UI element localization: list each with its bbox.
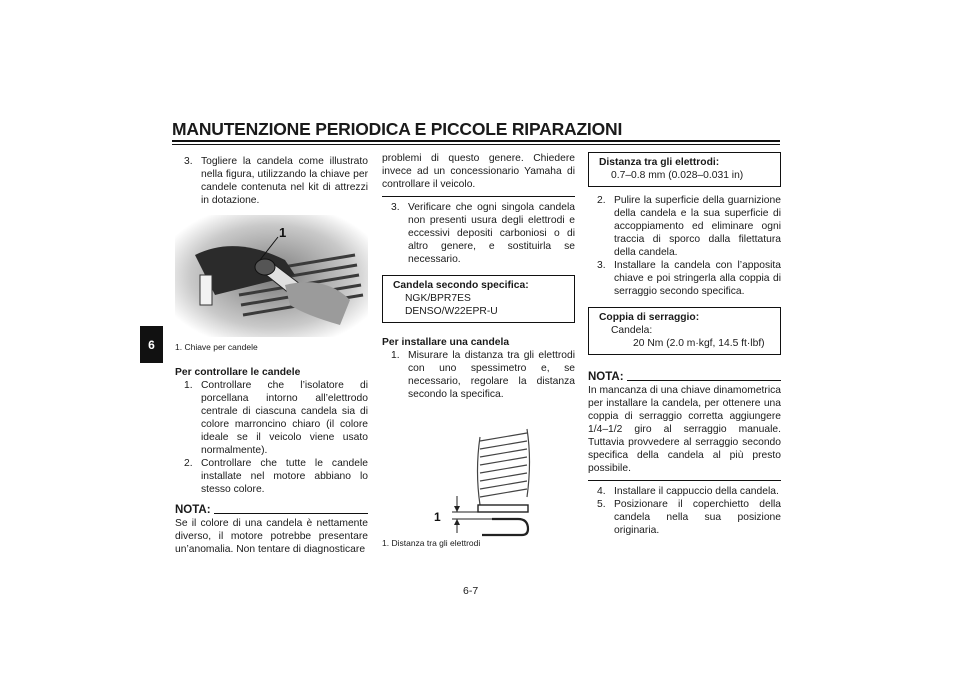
step-text: Verificare che ogni singola candela non presenti usura degli elettrodi e eccessivi depositi carboniosi o di altro genere, e sostituirla se necessario. <box>408 202 575 265</box>
step-check-color <box>175 379 368 457</box>
step-install-tighten <box>588 259 781 298</box>
check-heading: Per controllare le candele <box>175 367 301 378</box>
column-middle <box>382 152 575 550</box>
step-number: 1. <box>391 350 400 361</box>
nota-header <box>175 504 368 517</box>
header-rule-thin <box>172 144 780 145</box>
step-number: 2. <box>184 458 193 469</box>
step-number: 3. <box>391 202 400 213</box>
spec-label: Candela: <box>611 325 653 336</box>
diagram-caption: 1. Distanza tra gli elettrodi <box>382 538 481 548</box>
column-left <box>175 155 368 556</box>
nota-end-rule <box>382 196 575 197</box>
nota-text: In mancanza di una chiave dinamometrica per installare la candela, per ottenere una coppia di serraggio corretta aggiungere 1/4–1/2 giro al serraggio manuale. Tuttavia provvedere al serraggio secondo specifica della candela al più presto possibile. <box>588 385 781 474</box>
nota-label: NOTA: <box>175 504 211 516</box>
spark-plug-wrench-photo <box>175 215 368 337</box>
spec-value: 20 Nm (2.0 m·kgf, 14.5 ft·lbf) <box>633 338 765 349</box>
step-text: Controllare che l’isolatore di porcellana intorno all’elettrodo centrale di ciascuna candela sia di colore marroncino chiaro (il colore ideale se il veicolo viene usato normalmente). <box>201 380 368 456</box>
nota-header <box>588 371 781 384</box>
step-text: Installare la candela con l’apposita chiave e poi stringerla alla coppia di serraggio secondo specifica. <box>614 260 781 297</box>
photo-caption: 1. Chiave per candele <box>175 342 258 352</box>
step-number: 2. <box>597 195 606 206</box>
step-number: 3. <box>597 260 606 271</box>
step-position-cover <box>588 498 781 537</box>
step-measure-gap <box>382 349 575 401</box>
column-right <box>588 152 781 537</box>
page-number: 6-7 <box>463 585 479 597</box>
spec-value: 0.7–0.8 mm (0.028–0.031 in) <box>611 170 744 181</box>
step-text: Togliere la candela come illustrato nella figura, utilizzando la chiave per candele contenuta nel kit di attrezzi in dotazione. <box>201 156 368 206</box>
install-heading: Per installare una candela <box>382 337 510 348</box>
electrode-gap-diagram <box>382 421 575 539</box>
header-rule <box>172 140 780 142</box>
step-remove-plug <box>175 155 368 207</box>
nota-text: Se il colore di una candela è nettamente diverso, il motore potrebbe presentare un’anomalia. Non tentare di diagnosticare <box>175 518 368 555</box>
step-number: 5. <box>597 499 606 510</box>
spec-box-electrode-gap <box>588 152 781 187</box>
step-text: Installare il cappuccio della candela. <box>614 486 779 497</box>
nota-continuation: problemi di questo genere. Chiedere invece ad un concessionario Yamaha di controllare il veicolo. <box>382 153 575 190</box>
chapter-tab: 6 <box>140 326 163 363</box>
step-verify-wear <box>382 201 575 266</box>
spec-box-spark-plug <box>382 275 575 323</box>
step-text: Pulire la superficie della guarnizione della candela e la sua superficie di accoppiamento ed eliminare ogni traccia di sporco dalla filettatura della candela. <box>614 195 781 258</box>
nota-label: NOTA: <box>588 371 624 383</box>
spec-title: Distanza tra gli elettrodi: <box>599 157 720 168</box>
step-text: Controllare che tutte le candele installate nel motore abbiano lo stesso colore. <box>201 458 368 495</box>
step-number: 1. <box>184 380 193 391</box>
spec-value-denso: DENSO/W22EPR-U <box>405 306 498 317</box>
step-check-same-color <box>175 457 368 496</box>
spec-title: Candela secondo specifica: <box>393 280 529 291</box>
step-text: Misurare la distanza tra gli elettrodi con uno spessimetro e, se necessario, regolare la distanza secondo la specifica. <box>408 350 575 400</box>
nota-end-rule <box>588 480 781 481</box>
step-text: Posizionare il coperchietto della candela nella sua posizione originaria. <box>614 499 781 536</box>
step-number: 4. <box>597 486 606 497</box>
spec-box-torque <box>588 307 781 355</box>
photo-callout: 1 <box>279 225 287 240</box>
page-title: MANUTENZIONE PERIODICA E PICCOLE RIPARAZIONI <box>172 119 623 139</box>
spec-value-ngk: NGK/BPR7ES <box>405 293 471 304</box>
step-clean-surface <box>588 194 781 259</box>
step-install-cap <box>588 485 781 498</box>
spec-title: Coppia di serraggio: <box>599 312 700 323</box>
diagram-callout: 1 <box>434 510 441 524</box>
step-number: 3. <box>184 156 193 167</box>
